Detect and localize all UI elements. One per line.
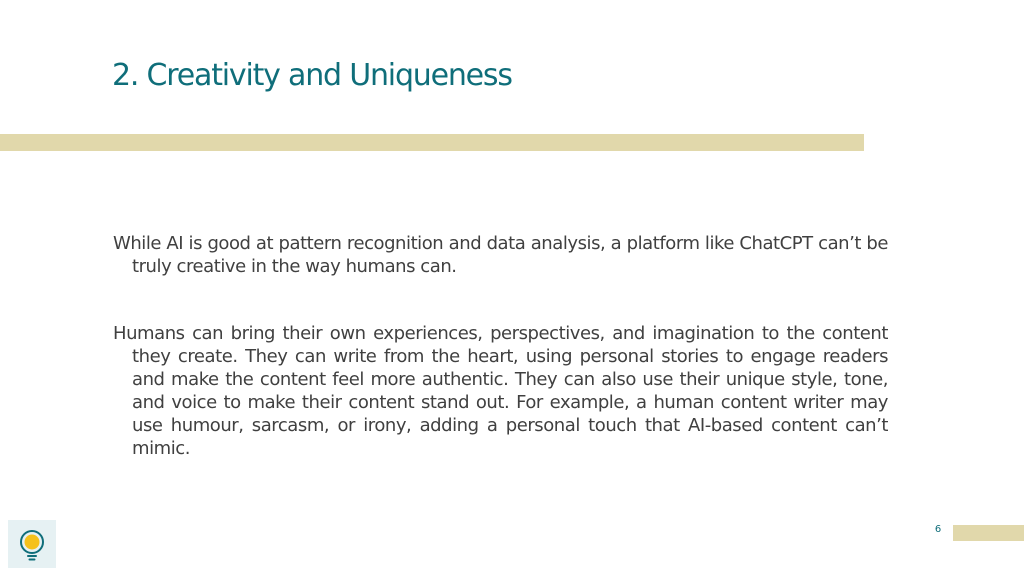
slide-body [113, 232, 888, 460]
page-number: 6 [934, 524, 942, 535]
body-paragraph-1: While AI is good at pattern recognition and data analysis, a platform like ChatCPT can’t be truly creative in the way humans can. [113, 233, 888, 277]
logo [8, 520, 56, 568]
footer-accent-bar [953, 525, 1024, 541]
slide-title: 2. Creativity and Uniqueness [112, 58, 512, 93]
lightbulb-icon [8, 520, 56, 568]
title-accent-bar [0, 134, 864, 151]
body-paragraph-2: Humans can bring their own experiences, perspectives, and imagination to the content they create. They can write from the heart, using personal stories to engage readers and make the content feel more authentic. They can also use their unique style, tone, and voice to make their content stand out. For example, a human content writer may use humour, sarcasm, or irony, adding a personal touch that AI-based content can’t mimic. [113, 323, 888, 459]
